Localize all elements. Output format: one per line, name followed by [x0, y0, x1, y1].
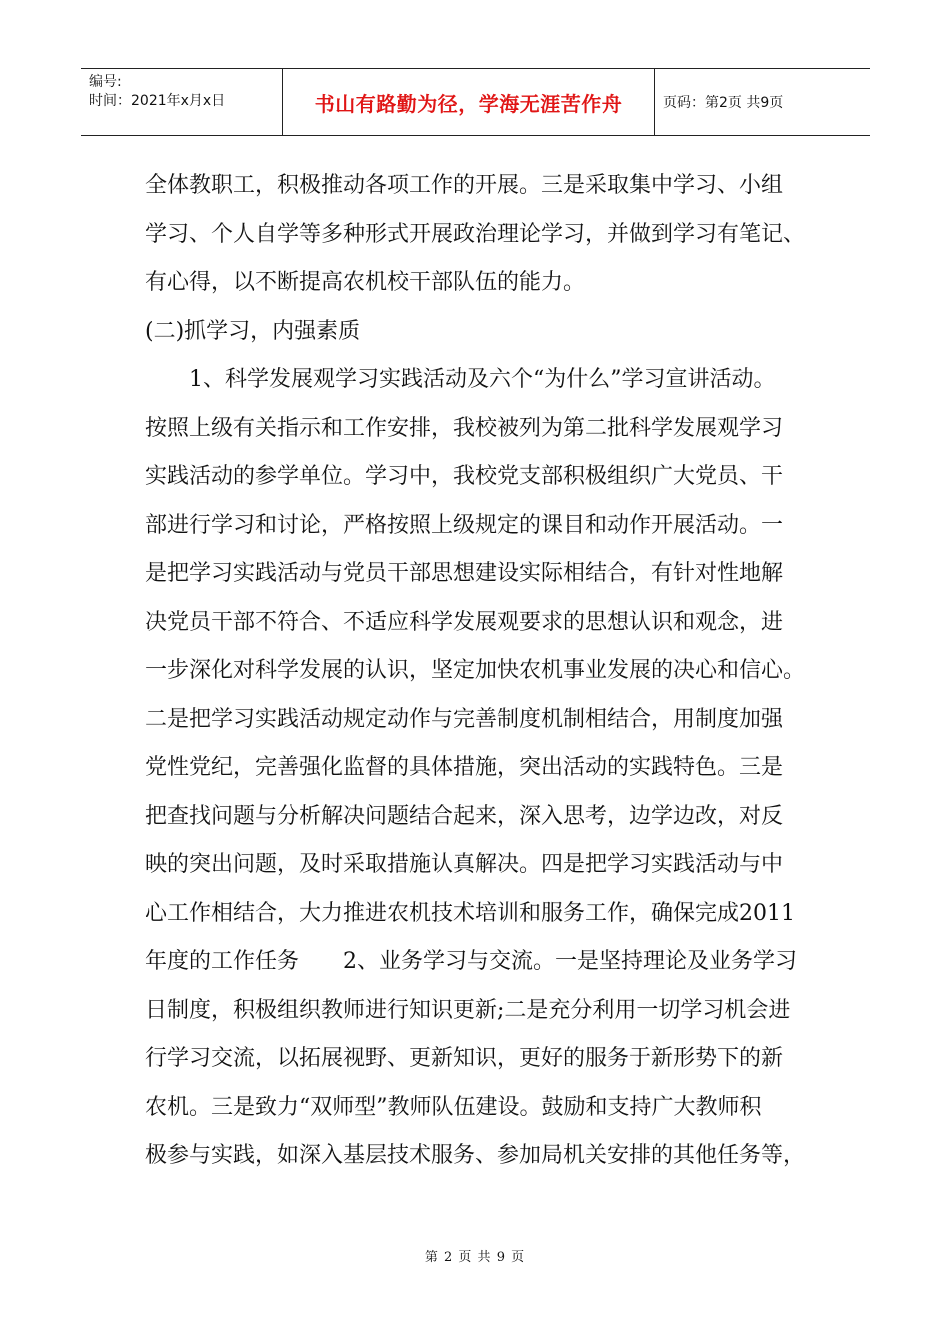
header-meta — [81, 69, 283, 135]
body-line: 行学习交流，以拓展视野、更新知识，更好的服务于新形势下的新 — [145, 1046, 784, 1071]
body-line: 把查找问题与分析解决问题结合起来，深入思考，边学边改，对反 — [145, 803, 784, 829]
document-header — [81, 68, 870, 136]
motto-text: 书山有路勤为径，学海无涯苦作舟 — [314, 91, 623, 116]
body-line: 一步深化对科学发展的认识，坚定加快农机事业发展的决心和信心。 — [145, 658, 806, 683]
body-line: 实践活动的参学单位。学习中，我校党支部积极组织广大党员、干 — [145, 464, 784, 489]
body-line: 全体教职工，积极推动各项工作的开展。三是采取集中学习、小组 — [145, 173, 784, 198]
date-label: 时间：2021年x月x日 — [89, 93, 226, 109]
header-page-info — [655, 69, 870, 135]
body-line: 日制度，积极组织教师进行知识更新;二是充分利用一切学习机会进 — [145, 997, 791, 1023]
body-line: 二是把学习实践活动规定动作与完善制度机制相结合，用制度加强 — [145, 706, 784, 732]
page-footer — [0, 1246, 950, 1265]
body-line: 学习、个人自学等多种形式开展政治理论学习，并做到学习有笔记、 — [145, 221, 806, 247]
number-label: 编号: — [89, 74, 122, 90]
body-line: 年度的工作任务 2、业务学习与交流。一是坚持理论及业务学习 — [145, 949, 797, 974]
header-motto-cell — [283, 69, 655, 135]
body-line: 心工作相结合，大力推进农机技术培训和服务工作，确保完成2011 — [145, 900, 795, 926]
section-heading: (二)抓学习，内强素质 — [145, 318, 361, 344]
body-line: 按照上级有关指示和工作安排，我校被列为第二批科学发展观学习 — [145, 415, 784, 441]
document-body — [145, 162, 807, 1181]
body-line: 部进行学习和讨论，严格按照上级规定的课目和动作开展活动。一 — [145, 512, 784, 538]
body-line: 极参与实践，如深入基层技术服务、参加局机关安排的其他任务等， — [145, 1143, 806, 1168]
page-info-text: 页码：第2页 共9页 — [663, 95, 784, 111]
body-line: 是把学习实践活动与党员干部思想建设实际相结合，有针对性地解 — [145, 561, 784, 586]
body-line: 有心得，以不断提高农机校干部队伍的能力。 — [145, 270, 586, 295]
footer-page-number: 第 2 页 共 9 页 — [424, 1250, 526, 1265]
body-line: 映的突出问题，及时采取措施认真解决。四是把学习实践活动与中 — [145, 852, 784, 877]
body-line: 农机。三是致力“双师型”教师队伍建设。鼓励和支持广大教师积 — [145, 1094, 762, 1120]
body-line: 1、科学发展观学习实践活动及六个“为什么”学习宣讲活动。 — [145, 367, 776, 392]
body-line: 决党员干部不符合、不适应科学发展观要求的思想认识和观念，进 — [145, 609, 784, 635]
body-line: 党性党纪，完善强化监督的具体措施，突出活动的实践特色。三是 — [145, 755, 784, 780]
